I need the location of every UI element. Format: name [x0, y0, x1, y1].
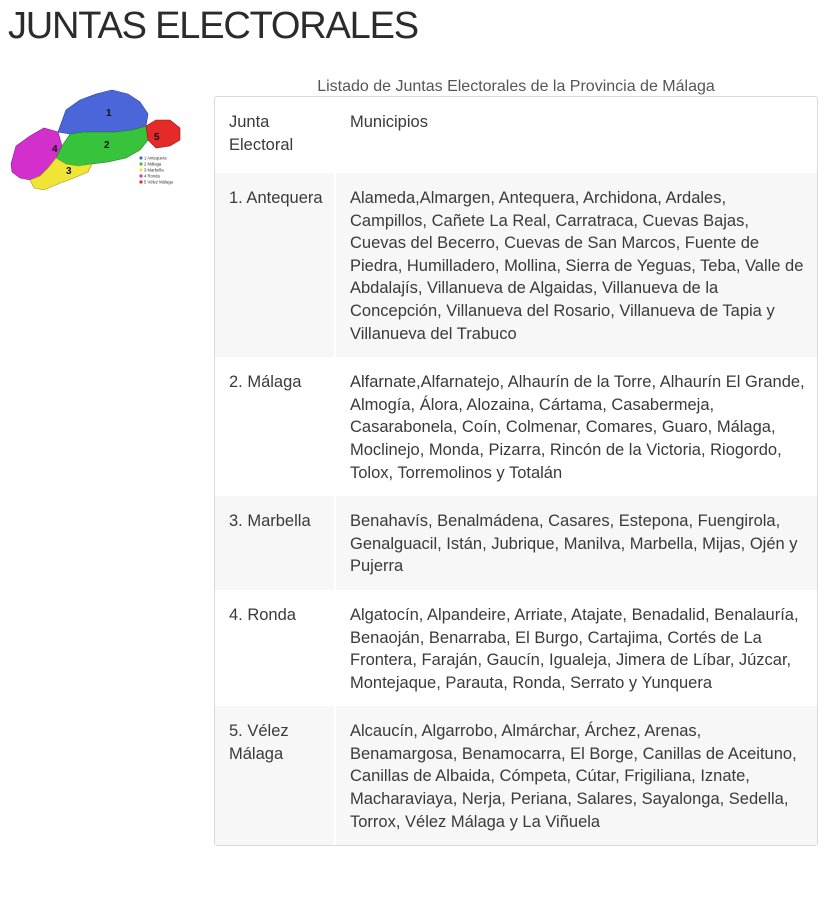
map-label-3: 3 [66, 166, 72, 177]
cell-municipios: Benahavís, Benalmádena, Casares, Estepona, Fuengirola, Genalguacil, Istán, Jubrique, Manilva, Marbella, Mijas, Ojén y Pujerra [336, 496, 817, 590]
map-region-antequera [58, 90, 148, 134]
cell-junta: 1. Antequera [215, 173, 336, 357]
legend-marbella: 3 Marbella [144, 167, 164, 173]
map-label-2: 2 [104, 140, 110, 151]
cell-municipios: Alameda,Almargen, Antequera, Archidona, Ardales, Campillos, Cañete La Real, Carratraca, Cuevas Bajas, Cuevas del Becerro, Cuevas de San Marcos, Fuente de Piedra, Humilladero, Mollina, Sierra de Yeguas, Teba, Valle de Abdalajís, Villanueva de Algaidas, Villanueva de la Concepción, Villanueva del Rosario, Villanueva de Tapia y Villanueva del Trabuco [336, 173, 817, 357]
table-header-row [215, 97, 817, 173]
map-region-velez [146, 120, 180, 148]
juntas-table [215, 97, 817, 845]
table-row [215, 496, 817, 590]
header-junta-electoral: Junta Electoral [229, 113, 294, 154]
map-label-4: 4 [52, 144, 58, 155]
page-title: JUNTAS ELECTORALES [8, 5, 418, 47]
table-caption: Listado de Juntas Electorales de la Provincia de Málaga [317, 78, 715, 95]
table-row [215, 357, 817, 496]
header-municipios: Municipios [350, 113, 428, 131]
cell-municipios: Alcaucín, Algarrobo, Almárchar, Árchez, Arenas, Benamargosa, Benamocarra, El Borge, Canillas de Aceituno, Canillas de Albaida, Cómpeta, Cútar, Frigiliana, Iznate, Macharaviaya, Nerja, Periana, Salares, Sayalonga, Sedella, Torrox, Vélez Málaga y La Viñuela [336, 706, 817, 845]
cell-junta: 4. Ronda [215, 590, 336, 706]
cell-junta: 3. Marbella [215, 496, 336, 590]
legend-velez: 5 Vélez Málaga [144, 179, 173, 185]
province-map-image[interactable] [8, 86, 184, 198]
legend-ronda: 4 Ronda [144, 173, 160, 179]
table-row [215, 706, 817, 845]
cell-municipios: Alfarnate,Alfarnatejo, Alhaurín de la Torre, Alhaurín El Grande, Almogía, Álora, Alozaina, Cártama, Casabermeja, Casarabonela, Coín, Colmenar, Comares, Guaro, Málaga, Moclinejo, Monda, Pizarra, Rincón de la Victoria, Riogordo, Tolox, Torremolinos y Totalán [350, 373, 805, 482]
table-row [215, 590, 817, 706]
cell-junta: 2. Málaga [215, 357, 336, 496]
table-row [215, 173, 817, 357]
legend-antequera: 1 Antequera [144, 155, 167, 161]
cell-municipios: Algatocín, Alpandeire, Arriate, Atajate, Benadalid, Benalauría, Benaoján, Benarraba, El Burgo, Cartajima, Cortés de La Frontera, Faraján, Gaucín, Igualeja, Jimera de Líbar, Júzcar, Montejaque, Parauta, Ronda, Serrato y Yunquera [350, 605, 799, 692]
legend-malaga: 2 Málaga [144, 161, 162, 167]
map-label-1: 1 [106, 108, 112, 119]
map-legend [139, 156, 173, 185]
cell-junta: 5. Vélez Málaga [215, 706, 336, 845]
map-label-5: 5 [154, 132, 160, 143]
juntas-table-container [214, 96, 818, 846]
